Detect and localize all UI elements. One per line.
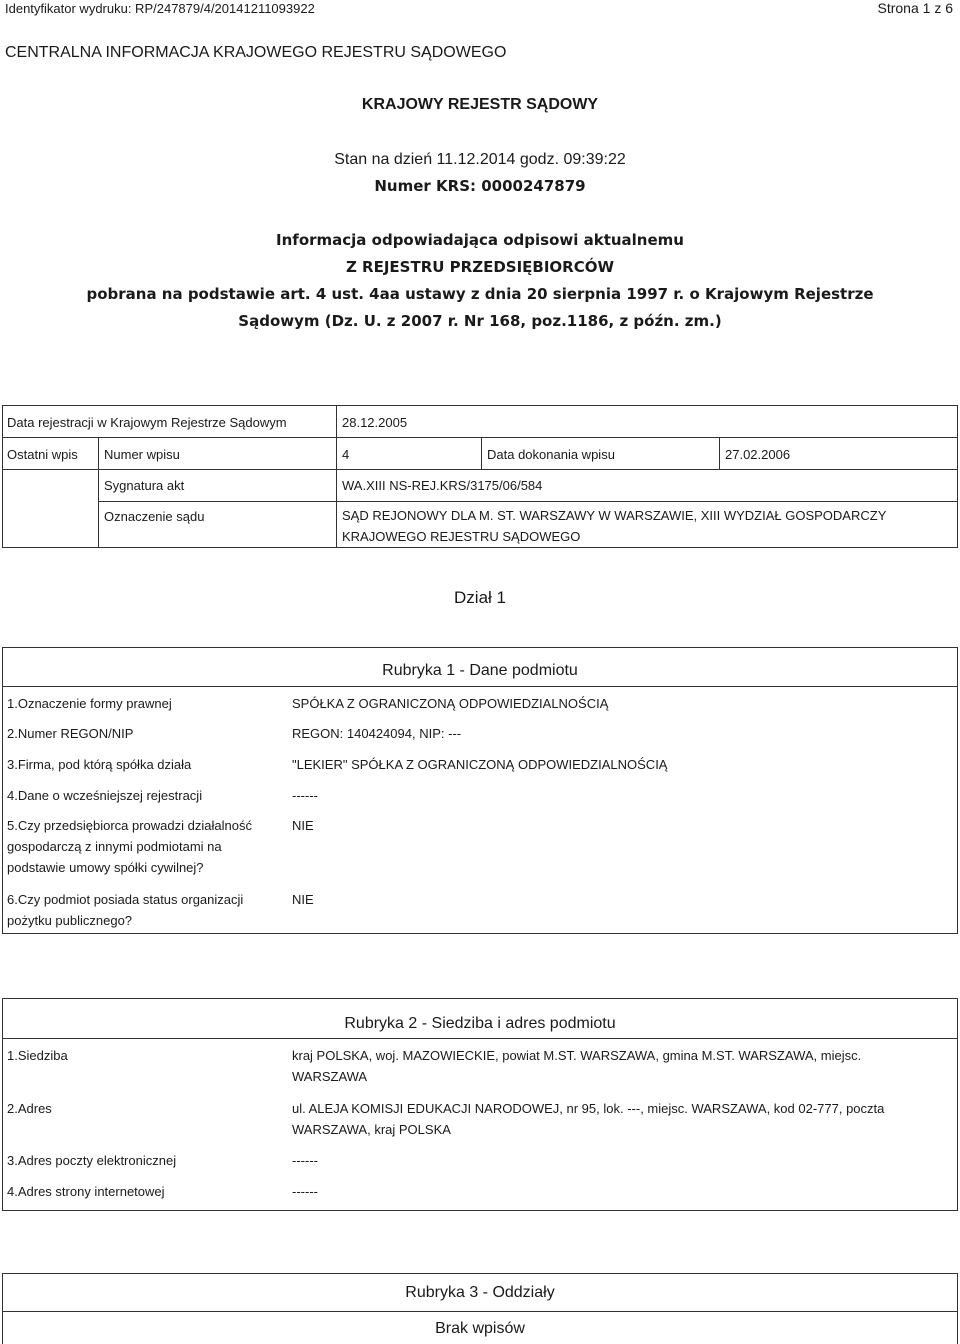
info-line-4: Sądowym (Dz. U. z 2007 r. Nr 168, poz.1186, z późn. zm.)	[238, 312, 722, 330]
rubryka-1	[2, 647, 958, 934]
row-value: ------	[292, 788, 318, 803]
row-value: "LEKIER" SPÓŁKA Z OGRANICZONĄ ODPOWIEDZIALNOŚCIĄ	[292, 757, 668, 772]
central-info-title: CENTRALNA INFORMACJA KRAJOWEGO REJESTRU SĄDOWEGO	[5, 44, 507, 61]
empty-entries: Brak wpisów	[435, 1320, 525, 1337]
row-value-line: ul. ALEJA KOMISJI EDUKACJI NARODOWEJ, nr 95, lok. ---, miejsc. WARSZAWA, kod 02-777, poczta	[292, 1101, 885, 1116]
signature-value: WA.XIII NS-REJ.KRS/3175/06/584	[342, 478, 543, 493]
row-value-line: WARSZAWA, kraj POLSKA	[292, 1122, 451, 1137]
divider	[3, 469, 957, 470]
row-label: 4.Dane o wcześniejszej rejestracji	[7, 788, 203, 803]
court-value	[342, 505, 886, 547]
divider	[3, 1311, 957, 1312]
court-value-line-2: KRAJOWEGO REJESTRU SĄDOWEGO	[342, 529, 581, 544]
row-value-multiline	[292, 1098, 884, 1140]
divider	[98, 501, 957, 502]
divider	[98, 437, 99, 548]
divider	[3, 437, 957, 438]
rubryka-1-title: Rubryka 1 - Dane podmiotu	[382, 662, 578, 679]
signature-label: Sygnatura akt	[104, 478, 185, 493]
row-value: NIE	[292, 818, 314, 833]
divider	[719, 437, 720, 469]
entry-date-label: Data dokonania wpisu	[487, 447, 615, 462]
info-line-3: pobrana na podstawie art. 4 ust. 4aa ustawy z dnia 20 sierpnia 1997 r. o Krajowym Rejestrze	[86, 285, 874, 303]
krs-number: Numer KRS: 0000247879	[374, 177, 586, 195]
divider	[3, 686, 957, 687]
court-value-line-1: SĄD REJONOWY DLA M. ST. WARSZAWY W WARSZAWIE, XIII WYDZIAŁ GOSPODARCZY	[342, 508, 887, 523]
row-label: 2.Numer REGON/NIP	[7, 726, 134, 741]
entry-number-label: Numer wpisu	[104, 447, 180, 462]
row-value: REGON: 140424094, NIP: ---	[292, 726, 462, 741]
row-label-line: gospodarczą z innymi podmiotami na	[7, 839, 222, 854]
section-title: Dział 1	[454, 588, 506, 607]
divider	[336, 406, 337, 548]
row-label-multiline	[7, 889, 243, 931]
row-label: 3.Firma, pod którą spółka działa	[7, 757, 192, 772]
row-value-multiline	[292, 1045, 861, 1087]
row-value-line: kraj POLSKA, woj. MAZOWIECKIE, powiat M.ST. WARSZAWA, gmina M.ST. WARSZAWA, miejsc.	[292, 1048, 862, 1063]
entry-date-value: 27.02.2006	[725, 447, 791, 462]
rubryka-3-title: Rubryka 3 - Oddziały	[405, 1284, 555, 1301]
registry-title: KRAJOWY REJESTR SĄDOWY	[361, 96, 599, 113]
row-label: 2.Adres	[7, 1101, 52, 1116]
row-value-line: WARSZAWA	[292, 1069, 368, 1084]
row-label-multiline	[7, 815, 252, 878]
row-label-line: pożytku publicznego?	[7, 913, 133, 928]
print-id: Identyfikator wydruku: RP/247879/4/20141211093922	[5, 1, 315, 16]
row-value: ------	[292, 1184, 318, 1199]
row-label-line: 5.Czy przedsiębiorca prowadzi działalność	[7, 818, 252, 833]
divider	[481, 437, 482, 469]
row-label: 1.Siedziba	[7, 1048, 68, 1063]
entry-number-value: 4	[342, 447, 350, 462]
row-value: ------	[292, 1153, 318, 1168]
print-header	[5, 0, 955, 18]
rubryka-3	[2, 1273, 958, 1344]
court-label: Oznaczenie sądu	[104, 509, 205, 524]
registration-date-value: 28.12.2005	[342, 415, 408, 430]
row-label: 3.Adres poczty elektronicznej	[7, 1153, 177, 1168]
registration-box	[2, 405, 958, 548]
row-label: 4.Adres strony internetowej	[7, 1184, 165, 1199]
row-value: SPÓŁKA Z OGRANICZONĄ ODPOWIEDZIALNOŚCIĄ	[292, 696, 609, 711]
rubryka-2-title: Rubryka 2 - Siedziba i adres podmiotu	[344, 1015, 616, 1032]
row-label-line: podstawie umowy spółki cywilnej?	[7, 860, 204, 875]
page-number: Strona 1 z 6	[877, 0, 953, 16]
registration-date-label: Data rejestracji w Krajowym Rejestrze Sądowym	[7, 415, 287, 430]
info-line-1: Informacja odpowiadająca odpisowi aktualnemu	[276, 231, 684, 249]
row-label-line: 6.Czy podmiot posiada status organizacji	[7, 892, 244, 907]
divider	[3, 1038, 957, 1039]
row-label: 1.Oznaczenie formy prawnej	[7, 696, 172, 711]
rubryka-2	[2, 998, 958, 1211]
last-entry-label: Ostatni wpis	[7, 447, 78, 462]
row-value: NIE	[292, 892, 314, 907]
info-line-2: Z REJESTRU PRZEDSIĘBIORCÓW	[345, 258, 615, 276]
state-date: Stan na dzień 11.12.2014 godz. 09:39:22	[334, 151, 626, 168]
